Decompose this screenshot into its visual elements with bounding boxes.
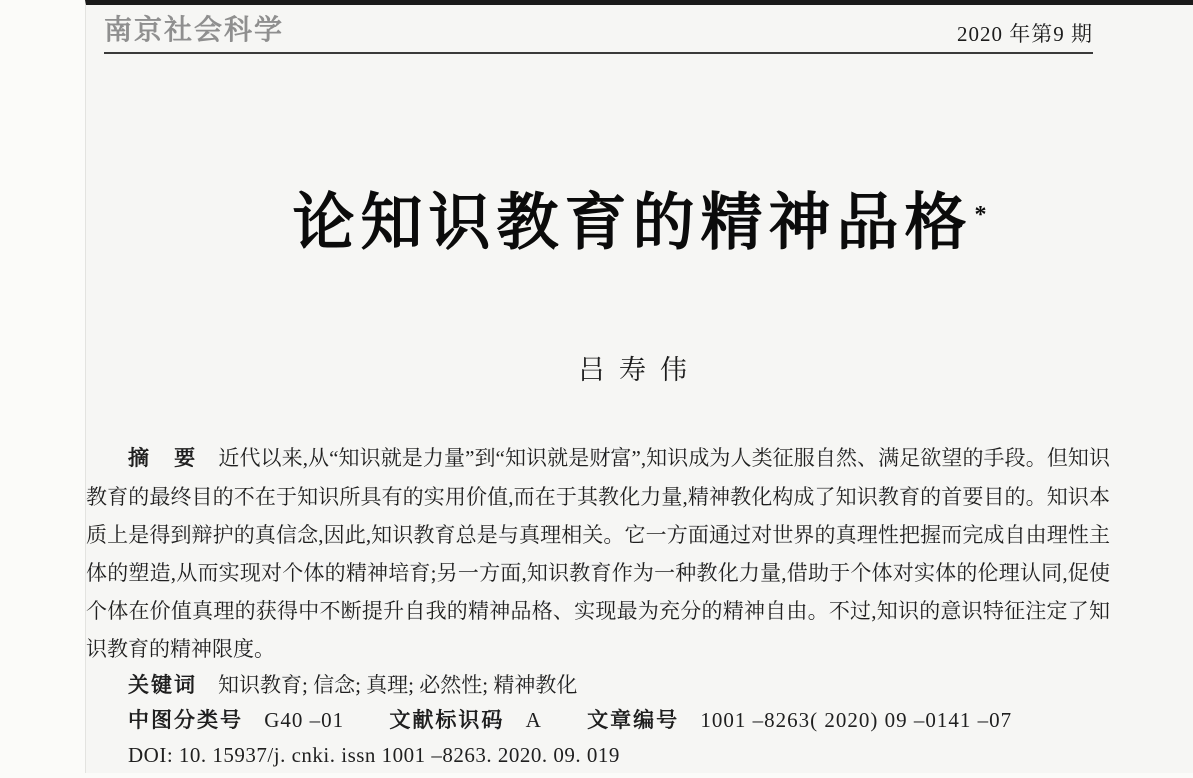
article-title-text: 论知识教育的精神品格 [292,189,973,258]
front-matter-block [86,439,1110,773]
doc-code-value: A [525,707,542,732]
keywords-label: 关键词 [128,673,197,697]
author-name: 吕寿伟 [578,354,701,385]
issue-label: 2020 年第9 期 [957,22,1093,46]
abstract-paragraph [86,439,1110,668]
doc-code-label: 文献标识码 [389,708,505,732]
doi-line: DOI: 10. 15937/j. cnki. issn 1001 –8263. 2020. 09. 019 [128,742,620,767]
abstract-text: 近代以来,从“知识就是力量”到“知识就是财富”,知识成为人类征服自然、满足欲望的手段。但知识教育的最终目的不在于知识所具有的实用价值,而在于其教化力量,精神教化构成了知识教育的首要目的。知识本质上是得到辩护的真信念,因此,知识教育总是与真理相关。它一方面通过对世界的真理性把握而完成自由理性主体的塑造,从而实现对个体的精神培育;另一方面,知识教育作为一种教化力量,借助于个体对实体的伦理认同,促使个体在价值真理的获得中不断提升自我的精神品格、实现最为充分的精神自由。不过,知识的意识特征注定了知识教育的精神限度。 [86,445,1111,661]
keywords-line [86,668,1110,703]
classification-line [86,703,1110,738]
scanned-paper-page [85,0,1193,773]
journal-name: 南京社会科学 [104,15,285,46]
article-title [86,172,1193,267]
abstract-label: 摘 要 [128,446,198,470]
clc-label: 中图分类号 [128,708,243,732]
title-footnote-marker: * [974,202,987,228]
clc-value: G40 –01 [264,707,345,732]
article-id-value: 1001 –8263( 2020) 09 –0141 –07 [700,707,1013,732]
journal-header [104,15,1093,54]
article-id-label: 文章编号 [587,708,680,732]
keywords-text: 知识教育; 信念; 真理; 必然性; 精神教化 [197,672,578,697]
